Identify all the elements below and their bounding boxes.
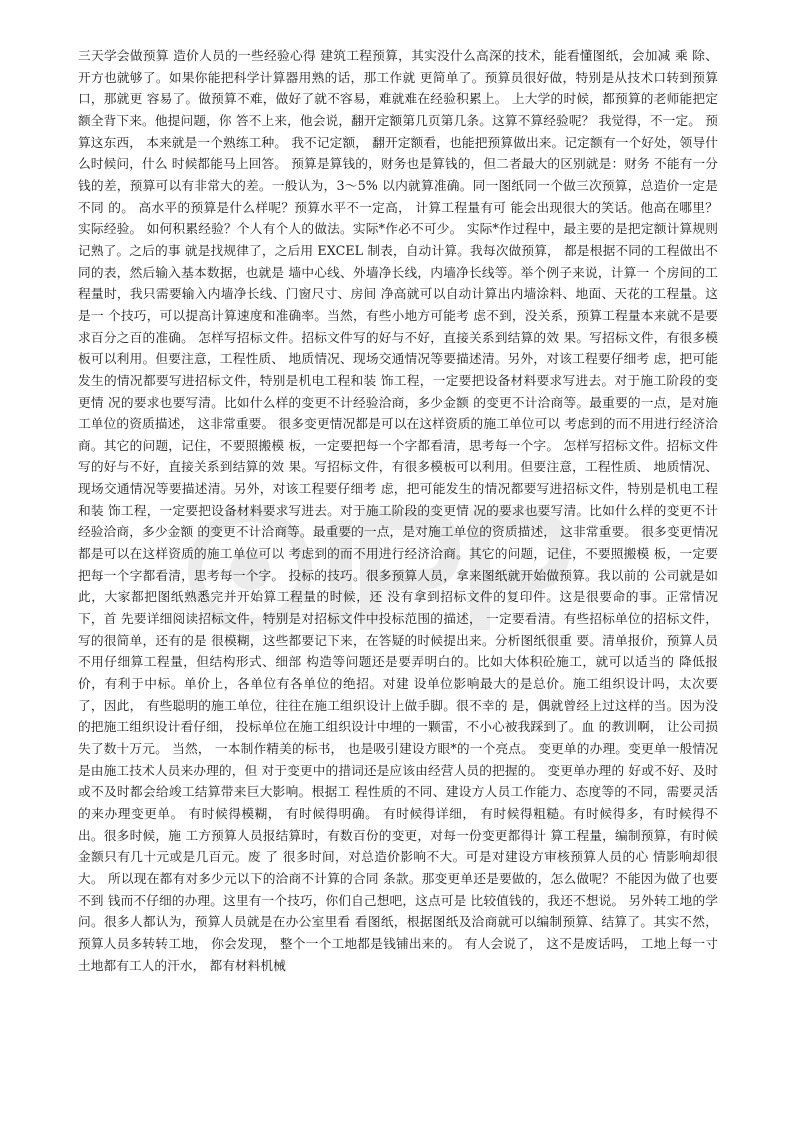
body-text: 三天学会做预算 造价人员的一些经验心得 建筑工程预算，其实没什么高深的技术，能看懂图纸，会加减 乘 除、开方也就够了。如果你能把科学计算器用熟的话，那工作就 更简单了。预算员很好做，特别是从技术口转到预算口，那就更 容易了。做预算不难，做好了就不容易，难就难在经验积累上。 上大学的时候，都预算的老师能把定额全背下来。他提问题，你 答不上来，他会说，翻开定额第几页第几条。这算不算经验呢？ 我觉得，不一定。 预算这东西， 本来就是一个熟练工种。 我不记定额， 翻开定额看，也能把预算做出来。记定额有一个好处，领导什么时候问，什么 时候都能马上回答。 预算是算钱的，财务也是算钱的，但二者最大的区别就是：财务 不能有一分钱的差，预算可以有非常大的差。一般认为，3～5% 以内就算准确。同一图纸同一个做三次预算，总造价一定是不同 的。 高水平的预算是什么样呢？预算水平不一定高， 计算工程量有可 能会出现很大的笑话。他高在哪里？实际经验。 如何积累经验？个人有个人的做法。实际*作必不可少。 实际*作过程中，最主要的是把定额计算规则记熟了。之后的事 就是找规律了，之后用 EXCEL 制表，自动计算。我每次做预算， 都是根据不同的工程做出不同的表，然后输入基本数据，也就是 墙中心线、外墙净长线，内墙净长线等。举个例子来说，计算一 个房间的工程量时，我只需要输入内墙净长线、门窗尺寸、房间 净高就可以自动计算出内墙涂料、地面、天花的工程量。这是一 个技巧，可以提高计算速度和准确率。当然，有些小地方可能考 虑不到，没关系，预算工程量本来就不是要求百分之百的准确。 怎样写招标文件。招标文件写的好与不好，直接关系到结算的效 果。写招标文件，有很多模板可以利用。但要注意，工程性质、 地质情况、现场交通情况等要描述清。另外，对该工程要仔细考 虑，把可能发生的情况都要写进招标文件，特别是机电工程和装 饰工程，一定要把设备材料要求写进去。对于施工阶段的变更情 况的要求也要写清。比如什么样的变更不计经验洽商，多少金额 的变更不计洽商等。最重要的一点，是对施工单位的资质描述， 这非常重要。 很多变更情况都是可以在这样资质的施工单位可以 考虑到的而不用进行经济洽商。其它的问题，记住，不要照搬模 板，一定要把每一个字都看清，思考每一个字。 怎样写招标文件。招标文件写的好与不好，直接关系到结算的效 果。写招标文件，有很多模板可以利用。但要注意，工程性质、 地质情况、现场交通情况等要描述清。另外，对该工程要仔细考 虑，把可能发生的情况都要写进招标文件，特别是机电工程和装 饰工程，一定要把设备材料要求写进去。对于施工阶段的变更情 况的要求也要写清。比如什么样的变更不计经验洽商，多少金额 的变更不计洽商等。最重要的一点，是对施工单位的资质描述， 这非常重要。 很多变更情况都是可以在这样资质的施工单位可以 考虑到的而不用进行经济洽商。其它的问题，记住，不要照搬模 板，一定要把每一个字都看清，思考每一个字。 投标的技巧。很多预算人员，拿来图纸就开始做预算。我以前的 公司就是如此，大家都把图纸熟悉完并开始算工程量的时候，还 没有拿到招标文件的复印件。这是很要命的事。正常情况下，首 先要详细阅读招标文件，特别是对招标文件中投标范围的描述， 一定要看清。有些招标单位的招标文件，写的很简单，还有的是 很模糊，这些都要记下来，在答疑的时候提出来。分析图纸很重 要。清单报价，预算人员不用仔细算工程量，但结构形式、细部 构造等问题还是要弄明白的。比如大体积砼施工，就可以适当的 降低报价，有利于中标。单价上，各单位有各单位的绝招。对建 设单位影响最大的是总价。施工组织设计吗，太次要了，因此， 有些聪明的施工单位，往往在施工组织设计上做手脚。很不幸的 是，偶就曾经上过这样的当。因为没的把施工组织设计看仔细， 投标单位在施工组织设计中埋的一颗雷，不小心被我踩到了。血 的教训啊， 让公司损失了数十万元。 当然， 一本制作精美的标书， 也是吸引建设方眼*的一个亮点。 变更单的办理。变更单一般情况是由施工技术人员来办理的，但 对于变更中的措词还是应该由经营人员的把握的。 变更单办理的 好或不好、及时或不及时都会给竣工结算带来巨大影响。根据工 程性质的不同、建设方人员工作能力、态度等的不同，需要灵活 的来办理变更单。 有时候得模糊， 有时候得明确。 有时候得详细， 有时候得粗糙。有时候得多，有时候得不出。很多时候，施 工方预算人员报结算时，有数百份的变更，对每一份变更都得计 算工程量，编制预算，有时候金额只有几十元或是几百元。废 了 很多时间，对总造价影响不大。可是对建设方审核预算人员的心 情影响却很大。 所以现在都有对多少元以下的洽商不计算的合同 条款。那变更单还是要做的，怎么做呢？不能因为做了也要不到 钱而不仔细的办理。这里有一个技巧，你们自己想吧，这点可是 比较值钱的，我还不想说。 另外转工地的学问。很多人都认为，预算人员就是在办公室里看 看图纸，根据图纸及洽商就可以编制预算、结算了。其实不然， 预算人员多转转工地， 你会发现， 整个一个工地都是钱铺出来的。 有人会说了， 这不是废话吗， 工地上每一寸土地都有工人的汗水， 都有材料机械 [78,48,718,973]
